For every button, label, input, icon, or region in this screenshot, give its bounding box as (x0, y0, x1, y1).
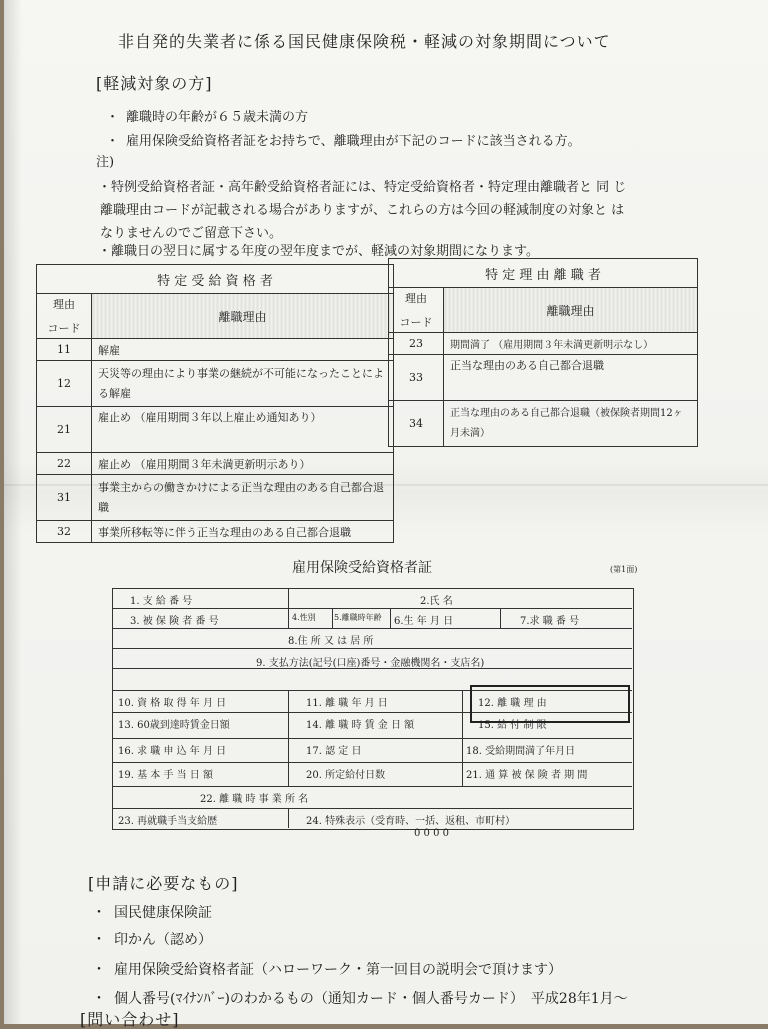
note-line-1: ・特例受給資格者証・高年齢受給資格者証には、特定受給資格者・特定理由離職者と 同 じ (98, 180, 627, 195)
table-left-title: 特 定 受 給 資 格 者 (37, 265, 394, 294)
form-line (390, 608, 391, 628)
form-field-10: 10. 資 格 取 得 年 月 日 (118, 698, 227, 709)
form-page-mark: (第1面) (610, 565, 638, 574)
form-field-3: 3. 被 保 険 者 番 号 (130, 616, 219, 627)
table-specific-reason-leavers (388, 258, 698, 447)
table-row-code: 21 (37, 407, 92, 453)
code-header: 理由 コード (389, 288, 444, 333)
table-row-code: 12 (37, 361, 92, 407)
table-row-code: 33 (389, 355, 444, 401)
form-line (332, 608, 333, 628)
form-line (112, 608, 632, 609)
form-line (112, 738, 632, 739)
table-row-code: 31 (37, 475, 92, 521)
form-field-24-value: 0 0 0 0 (414, 828, 449, 839)
form-field-9: 9. 支払方法(記号(口座)番号・金融機関名・支店名) (256, 658, 485, 669)
bullet-dot: ・ (92, 991, 106, 1007)
eligible-bullet-2: 雇用保険受給資格者証をお持ちで、離職理由が下記のコードに該当される方。 (126, 134, 581, 149)
form-line (112, 808, 632, 809)
form-line (112, 628, 632, 629)
form-field-7: 7.求 職 番 号 (520, 616, 580, 627)
document-title: 非自発的失業者に係る国民健康保険税・軽減の対象期間について (118, 32, 611, 51)
form-field-19: 19. 基 本 手 当 日 額 (118, 770, 213, 781)
code-header: 理由 コード (37, 294, 92, 339)
table-row-code: 32 (37, 521, 92, 543)
table-row-reason: 正当な理由のある自己都合退職 (444, 355, 698, 401)
form-field-4: 4.性別 (292, 613, 316, 622)
form-field-24: 24. 特殊表示（受育時、一括、返租、市町村） (306, 816, 516, 827)
reason-header: 離職理由 (444, 288, 698, 333)
note-line-3: なりませんのでご留意下さい。 (100, 226, 283, 241)
table-row-code: 23 (389, 333, 444, 355)
form-field-8: 8.住 所 又 は 居 所 (288, 636, 374, 647)
form-field-15: 15. 給 付 制 限 (478, 720, 547, 731)
table-row-code: 22 (37, 453, 92, 475)
form-line (288, 808, 289, 828)
form-field-5: 5.離職時年齢 (334, 613, 382, 622)
table-row-reason: 事業主からの働きかけによる正当な理由のある自己都合退職 (92, 475, 394, 521)
form-field-14: 14. 離 職 時 賃 金 日 額 (306, 720, 415, 731)
required-item-3: 雇用保険受給資格者証（ハローワーク・第一回目の説明会で頂けます） (114, 962, 562, 978)
bullet-dot: ・ (106, 110, 120, 125)
table-row-reason: 雇止め （雇用期間３年未満更新明示あり） (92, 453, 394, 475)
table-row-reason: 解雇 (92, 339, 394, 361)
form-line (462, 690, 463, 786)
bullet-dot: ・ (92, 905, 106, 921)
form-line (288, 588, 289, 628)
form-field-6: 6.生 年 月 日 (394, 616, 454, 627)
form-field-2: 2.氏 名 (420, 596, 453, 607)
form-line (288, 690, 289, 786)
section-heading-eligible: [軽減対象の方] (96, 74, 213, 93)
form-field-23: 23. 再就職手当支給歴 (118, 816, 218, 827)
form-field-18: 18. 受給期間満了年月日 (466, 746, 576, 757)
bullet-dot: ・ (106, 134, 120, 149)
table-row-reason: 正当な理由のある自己都合退職（被保険者期間12ヶ月未満） (444, 401, 698, 447)
table-row-reason: 雇止め （雇用期間３年以上雇止め通知あり） (92, 407, 394, 453)
required-item-2: 印かん（認め） (114, 932, 212, 948)
form-line (112, 762, 632, 763)
form-field-16: 16. 求 職 申 込 年 月 日 (118, 746, 227, 757)
form-field-20: 20. 所定給付日数 (306, 770, 386, 781)
form-line (112, 648, 632, 649)
form-field-17: 17. 認 定 日 (306, 746, 362, 757)
form-field-12: 12. 離 職 理 由 (478, 698, 547, 709)
form-field-1: 1. 支 給 番 号 (130, 596, 193, 607)
note-label: 注) (96, 155, 115, 170)
required-item-1: 国民健康保険証 (114, 905, 212, 921)
note-line-4: ・離職日の翌日に属する年度の翌年度までが、軽減の対象期間になります。 (98, 244, 539, 259)
form-field-21: 21. 通 算 被 保 険 者 期 間 (466, 770, 588, 781)
form-line (112, 786, 632, 787)
table-row-code: 11 (37, 339, 92, 361)
section-heading-contact: [問い合わせ] (80, 1010, 180, 1029)
table-row-reason: 天災等の理由により事業の継続が不可能になったことによる解雇 (92, 361, 394, 407)
reason-header: 離職理由 (92, 294, 394, 339)
form-field-22: 22. 離 職 時 事 業 所 名 (200, 794, 309, 805)
bullet-dot: ・ (92, 932, 106, 948)
bullet-dot: ・ (92, 962, 106, 978)
note-line-2: 離職理由コードが記載される場合がありますが、これらの方は今回の軽減制度の対象と は (100, 203, 625, 218)
table-row-reason: 事業所移転等に伴う正当な理由のある自己都合退職 (92, 521, 394, 543)
page-shadow (4, 0, 22, 1024)
table-row-code: 34 (389, 401, 444, 447)
form-title: 雇用保険受給資格者証 (292, 560, 432, 576)
table-row-reason: 期間満了 （雇用期間３年未満更新明示なし） (444, 333, 698, 355)
form-field-13: 13. 60歳到達時賃金日額 (118, 720, 230, 731)
section-heading-required: [申請に必要なもの] (88, 874, 239, 893)
form-field-11: 11. 離 職 年 月 日 (306, 698, 388, 709)
required-item-4: 個人番号(ﾏｲﾅﾝﾊﾞｰ)のわかるもの（通知カード・個人番号カード） 平成28年1月～ (114, 991, 628, 1007)
eligible-bullet-1: 離職時の年齢が６５歳未満の方 (126, 110, 309, 125)
table-specific-recipients (36, 264, 394, 543)
form-line (500, 608, 501, 628)
table-right-title: 特 定 理 由 離 職 者 (389, 259, 698, 288)
